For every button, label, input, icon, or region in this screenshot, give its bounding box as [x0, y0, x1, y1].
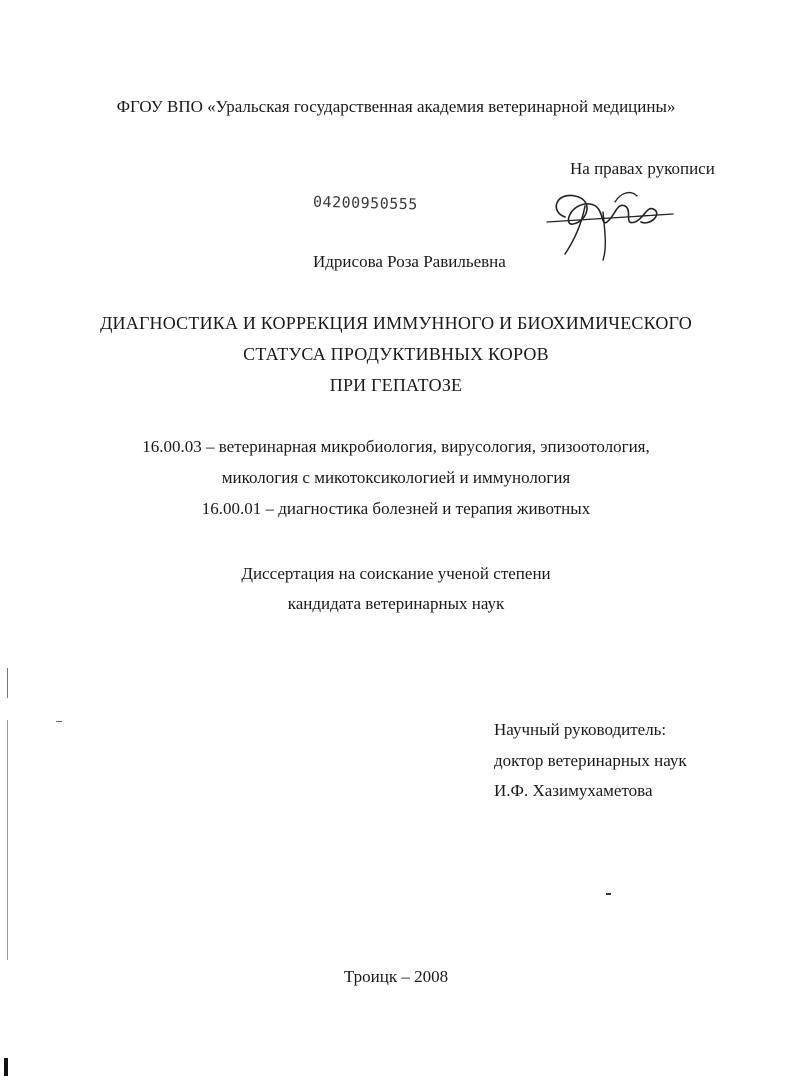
specialty-line-1: 16.00.03 – ветеринарная микробиология, вирусология, эпизоотология,	[142, 437, 650, 456]
degree-line-2: кандидата ветеринарных наук	[287, 594, 505, 613]
title-line-2: СТАТУСА ПРОДУКТИВНЫХ КОРОВ	[243, 344, 549, 364]
institution-name: ФГОУ ВПО «Уральская государственная академия ветеринарной медицины»	[116, 97, 676, 116]
title-line-3: ПРИ ГЕПАТОЗЕ	[329, 375, 463, 395]
rights-note: На правах рукописи	[570, 159, 715, 178]
scan-artifact	[4, 1058, 8, 1076]
signature-icon	[545, 182, 675, 262]
degree-line-1: Диссертация на соискание ученой степени	[241, 564, 551, 583]
supervisor-label: Научный руководитель:	[494, 720, 667, 739]
specialty-line-3: 16.00.01 – диагностика болезней и терапия животных	[201, 499, 591, 518]
title-line-1: ДИАГНОСТИКА И КОРРЕКЦИЯ ИММУННОГО И БИОХИМИЧЕСКОГО	[100, 313, 692, 333]
author-name: Идрисова Роза Равильевна	[313, 252, 506, 271]
scan-artifact	[56, 721, 62, 722]
place-year: Троицк – 2008	[343, 967, 449, 986]
supervisor-degree: доктор ветеринарных наук	[494, 751, 687, 770]
specialty-line-2: микология с микотоксикологией и иммунология	[221, 468, 571, 487]
scan-artifact	[606, 893, 611, 895]
scan-artifact	[7, 668, 8, 698]
scan-artifact	[7, 720, 8, 960]
supervisor-name: И.Ф. Хазимухаметова	[494, 781, 653, 800]
library-stamp-number: 04200950555	[312, 192, 419, 214]
